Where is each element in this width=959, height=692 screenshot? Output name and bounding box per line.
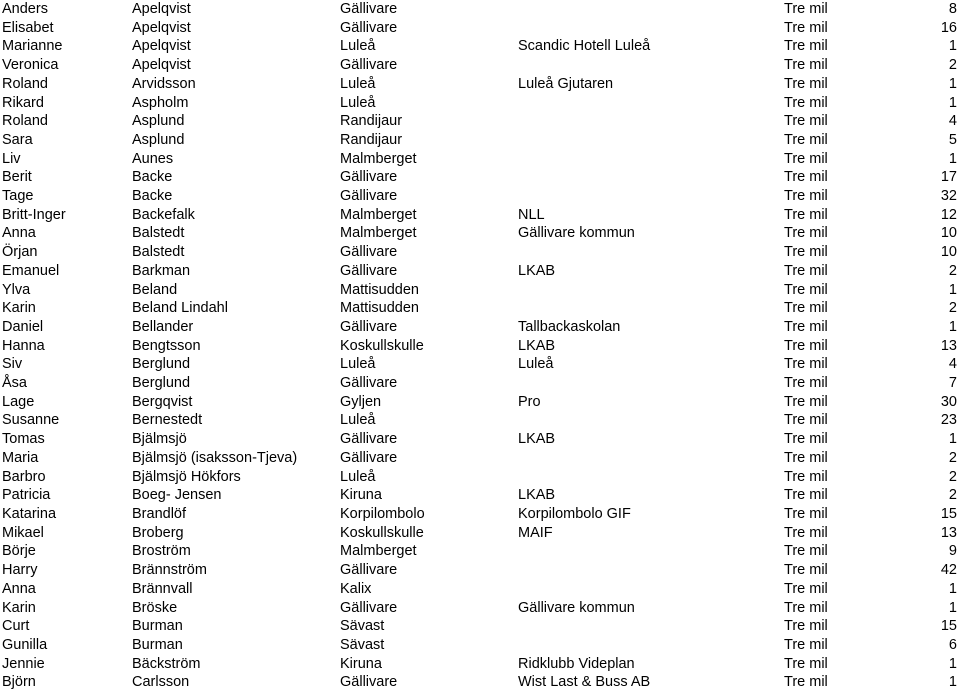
table-row — [0, 281, 959, 300]
last-name-cell: Broberg — [132, 524, 184, 541]
club-cell — [518, 281, 784, 300]
table-row — [0, 150, 959, 169]
town-cell: Gällivare — [340, 1, 398, 17]
race-cell: Tre mil — [784, 618, 828, 635]
table-row — [0, 168, 959, 187]
count-cell: 1 — [948, 431, 957, 448]
club-cell: Pro — [518, 393, 541, 410]
table-row — [0, 449, 959, 468]
count-cell: 30 — [940, 393, 957, 410]
last-name-cell: Bernestedt — [132, 412, 203, 429]
race-cell: Tre mil — [784, 543, 828, 560]
club-cell: Gällivare kommun — [518, 225, 635, 242]
club-cell: NLL — [518, 206, 545, 223]
first-name-cell: Emanuel — [2, 262, 60, 279]
table-row — [0, 655, 959, 674]
table-row — [0, 37, 959, 56]
first-name-cell: Harry — [2, 562, 38, 579]
last-name-cell: Bengtsson — [132, 337, 201, 354]
race-cell: Tre mil — [784, 94, 828, 111]
count-cell: 2 — [948, 57, 957, 74]
club-cell — [518, 374, 784, 393]
count-cell: 32 — [940, 188, 957, 205]
last-name-cell: Balstedt — [132, 225, 185, 242]
race-cell: Tre mil — [784, 468, 828, 485]
last-name-cell: Apelqvist — [132, 57, 191, 74]
table-row — [0, 673, 959, 692]
town-cell: Luleå — [340, 412, 376, 429]
first-name-cell: Veronica — [2, 57, 59, 74]
last-name-cell: Brandlöf — [132, 505, 187, 522]
last-name-cell: Bäckström — [132, 655, 201, 672]
town-cell: Randijaur — [340, 131, 403, 148]
count-cell: 10 — [940, 244, 957, 261]
town-cell: Kiruna — [340, 655, 382, 672]
club-cell — [518, 187, 784, 206]
town-cell: Kalix — [340, 580, 372, 597]
club-cell: MAIF — [518, 524, 553, 541]
last-name-cell: Apelqvist — [132, 38, 191, 55]
count-cell: 1 — [948, 318, 957, 335]
club-cell — [518, 94, 784, 113]
first-name-cell: Anders — [2, 1, 48, 17]
last-name-cell: Backe — [132, 188, 173, 205]
race-cell: Tre mil — [784, 188, 828, 205]
table-row — [0, 542, 959, 561]
club-cell: Tallbackaskolan — [518, 318, 621, 335]
town-cell: Mattisudden — [340, 281, 419, 298]
club-cell: LKAB — [518, 487, 556, 504]
count-cell: 2 — [948, 487, 957, 504]
town-cell: Gällivare — [340, 19, 398, 36]
first-name-cell: Barbro — [2, 468, 46, 485]
count-cell: 1 — [948, 75, 957, 92]
town-cell: Gällivare — [340, 244, 398, 261]
club-cell: LKAB — [518, 262, 556, 279]
race-cell: Tre mil — [784, 412, 828, 429]
last-name-cell: Bjälmsjö — [132, 431, 187, 448]
count-cell: 1 — [948, 599, 957, 616]
race-cell: Tre mil — [784, 318, 828, 335]
first-name-cell: Roland — [2, 113, 48, 130]
club-cell — [518, 411, 784, 430]
last-name-cell: Bjälmsjö (isaksson-Tjeva) — [132, 449, 298, 466]
last-name-cell: Bröske — [132, 599, 178, 616]
table-row — [0, 0, 959, 19]
first-name-cell: Susanne — [2, 412, 60, 429]
race-cell: Tre mil — [784, 244, 828, 261]
race-cell: Tre mil — [784, 19, 828, 36]
club-cell — [518, 617, 784, 636]
table-row — [0, 131, 959, 150]
last-name-cell: Backe — [132, 169, 173, 186]
town-cell: Malmberget — [340, 150, 417, 167]
count-cell: 4 — [948, 113, 957, 130]
count-cell: 9 — [948, 543, 957, 560]
town-cell: Sävast — [340, 618, 385, 635]
first-name-cell: Ylva — [2, 281, 31, 298]
club-cell: LKAB — [518, 431, 556, 448]
count-cell: 15 — [940, 618, 957, 635]
first-name-cell: Karin — [2, 300, 36, 317]
count-cell: 13 — [940, 337, 957, 354]
count-cell: 1 — [948, 150, 957, 167]
club-cell — [518, 542, 784, 561]
club-cell: Gällivare kommun — [518, 599, 635, 616]
last-name-cell: Brännvall — [132, 580, 193, 597]
race-cell: Tre mil — [784, 206, 828, 223]
club-cell — [518, 580, 784, 599]
first-name-cell: Liv — [2, 150, 21, 167]
table-row — [0, 187, 959, 206]
first-name-cell: Elisabet — [2, 19, 54, 36]
race-cell: Tre mil — [784, 300, 828, 317]
town-cell: Luleå — [340, 94, 376, 111]
table-row — [0, 580, 959, 599]
race-cell: Tre mil — [784, 225, 828, 242]
table-row — [0, 112, 959, 131]
club-cell — [518, 243, 784, 262]
club-cell — [518, 449, 784, 468]
race-cell: Tre mil — [784, 393, 828, 410]
last-name-cell: Aunes — [132, 150, 174, 167]
last-name-cell: Bergqvist — [132, 393, 193, 410]
last-name-cell: Boeg- Jensen — [132, 487, 222, 504]
town-cell: Gällivare — [340, 375, 398, 392]
first-name-cell: Jennie — [2, 655, 45, 672]
table-row — [0, 299, 959, 318]
club-cell — [518, 150, 784, 169]
first-name-cell: Tomas — [2, 431, 45, 448]
table-row — [0, 636, 959, 655]
race-cell: Tre mil — [784, 655, 828, 672]
table-row — [0, 599, 959, 618]
table-row — [0, 486, 959, 505]
race-cell: Tre mil — [784, 449, 828, 466]
count-cell: 1 — [948, 674, 957, 691]
table-row — [0, 524, 959, 543]
first-name-cell: Maria — [2, 449, 39, 466]
club-cell — [518, 468, 784, 487]
count-cell: 2 — [948, 300, 957, 317]
race-cell: Tre mil — [784, 1, 828, 17]
race-cell: Tre mil — [784, 281, 828, 298]
first-name-cell: Anna — [2, 580, 36, 597]
count-cell: 2 — [948, 262, 957, 279]
town-cell: Randijaur — [340, 113, 403, 130]
club-cell — [518, 56, 784, 75]
race-cell: Tre mil — [784, 562, 828, 579]
town-cell: Gyljen — [340, 393, 382, 410]
table-row — [0, 243, 959, 262]
last-name-cell: Beland Lindahl — [132, 300, 228, 317]
town-cell: Gällivare — [340, 562, 398, 579]
club-cell — [518, 19, 784, 38]
table-row — [0, 224, 959, 243]
last-name-cell: Arvidsson — [132, 75, 196, 92]
count-cell: 12 — [940, 206, 957, 223]
town-cell: Gällivare — [340, 318, 398, 335]
town-cell: Gällivare — [340, 431, 398, 448]
table-row — [0, 19, 959, 38]
count-cell: 15 — [940, 505, 957, 522]
count-cell: 23 — [940, 412, 957, 429]
last-name-cell: Berglund — [132, 375, 191, 392]
table-row — [0, 94, 959, 113]
first-name-cell: Tage — [2, 188, 34, 205]
town-cell: Luleå — [340, 38, 376, 55]
town-cell: Gällivare — [340, 262, 398, 279]
first-name-cell: Anna — [2, 225, 36, 242]
race-cell: Tre mil — [784, 505, 828, 522]
town-cell: Luleå — [340, 468, 376, 485]
club-cell: Luleå Gjutaren — [518, 75, 614, 92]
race-cell: Tre mil — [784, 75, 828, 92]
town-cell: Gällivare — [340, 674, 398, 691]
town-cell: Koskullskulle — [340, 337, 424, 354]
town-cell: Mattisudden — [340, 300, 419, 317]
club-cell — [518, 131, 784, 150]
count-cell: 8 — [948, 1, 957, 17]
race-cell: Tre mil — [784, 169, 828, 186]
race-cell: Tre mil — [784, 131, 828, 148]
last-name-cell: Beland — [132, 281, 178, 298]
town-cell: Gällivare — [340, 57, 398, 74]
club-cell — [518, 168, 784, 187]
race-cell: Tre mil — [784, 674, 828, 691]
count-cell: 5 — [948, 131, 957, 148]
table-row — [0, 393, 959, 412]
table-row — [0, 56, 959, 75]
count-cell: 1 — [948, 94, 957, 111]
last-name-cell: Burman — [132, 636, 183, 653]
club-cell — [518, 0, 784, 19]
last-name-cell: Burman — [132, 618, 183, 635]
table-row — [0, 411, 959, 430]
table-row — [0, 374, 959, 393]
count-cell: 4 — [948, 356, 957, 373]
count-cell: 2 — [948, 468, 957, 485]
race-cell: Tre mil — [784, 150, 828, 167]
town-cell: Luleå — [340, 356, 376, 373]
count-cell: 2 — [948, 449, 957, 466]
table-row — [0, 617, 959, 636]
last-name-cell: Brännström — [132, 562, 207, 579]
table-row — [0, 262, 959, 281]
first-name-cell: Rikard — [2, 94, 44, 111]
last-name-cell: Apelqvist — [132, 19, 191, 36]
club-cell: Ridklubb Videplan — [518, 655, 635, 672]
table-row — [0, 430, 959, 449]
count-cell: 16 — [940, 19, 957, 36]
count-cell: 1 — [948, 655, 957, 672]
count-cell: 1 — [948, 38, 957, 55]
first-name-cell: Berit — [2, 169, 32, 186]
count-cell: 1 — [948, 580, 957, 597]
count-cell: 6 — [948, 636, 957, 653]
town-cell: Malmberget — [340, 543, 417, 560]
race-cell: Tre mil — [784, 57, 828, 74]
count-cell: 1 — [948, 281, 957, 298]
count-cell: 10 — [940, 225, 957, 242]
first-name-cell: Curt — [2, 618, 30, 635]
table-row — [0, 505, 959, 524]
first-name-cell: Roland — [2, 75, 48, 92]
first-name-cell: Örjan — [2, 244, 38, 261]
club-cell — [518, 299, 784, 318]
table-row — [0, 337, 959, 356]
last-name-cell: Broström — [132, 543, 191, 560]
town-cell: Sävast — [340, 636, 385, 653]
count-cell: 13 — [940, 524, 957, 541]
first-name-cell: Börje — [2, 543, 36, 560]
race-cell: Tre mil — [784, 599, 828, 616]
club-cell — [518, 636, 784, 655]
town-cell: Malmberget — [340, 225, 417, 242]
race-cell: Tre mil — [784, 337, 828, 354]
first-name-cell: Sara — [2, 131, 33, 148]
town-cell: Koskullskulle — [340, 524, 424, 541]
town-cell: Kiruna — [340, 487, 382, 504]
first-name-cell: Siv — [2, 356, 23, 373]
first-name-cell: Britt-Inger — [2, 206, 66, 223]
town-cell: Malmberget — [340, 206, 417, 223]
first-name-cell: Åsa — [2, 375, 27, 392]
table-row — [0, 206, 959, 225]
club-cell — [518, 561, 784, 580]
first-name-cell: Patricia — [2, 487, 51, 504]
race-cell: Tre mil — [784, 524, 828, 541]
town-cell: Gällivare — [340, 188, 398, 205]
last-name-cell: Apelqvist — [132, 1, 191, 17]
race-cell: Tre mil — [784, 262, 828, 279]
first-name-cell: Karin — [2, 599, 36, 616]
race-cell: Tre mil — [784, 580, 828, 597]
table-row — [0, 75, 959, 94]
race-cell: Tre mil — [784, 38, 828, 55]
club-cell: Scandic Hotell Luleå — [518, 38, 651, 55]
table-row — [0, 318, 959, 337]
first-name-cell: Hanna — [2, 337, 45, 354]
table-row — [0, 561, 959, 580]
last-name-cell: Balstedt — [132, 244, 185, 261]
last-name-cell: Bjälmsjö Hökfors — [132, 468, 241, 485]
race-cell: Tre mil — [784, 356, 828, 373]
first-name-cell: Björn — [2, 674, 36, 691]
count-cell: 7 — [948, 375, 957, 392]
first-name-cell: Katarina — [2, 505, 57, 522]
count-cell: 42 — [940, 562, 957, 579]
race-cell: Tre mil — [784, 636, 828, 653]
first-name-cell: Gunilla — [2, 636, 48, 653]
last-name-cell: Bellander — [132, 318, 194, 335]
club-cell: Korpilombolo GIF — [518, 505, 631, 522]
club-cell: Wist Last & Buss AB — [518, 674, 651, 691]
count-cell: 17 — [940, 169, 957, 186]
last-name-cell: Backefalk — [132, 206, 195, 223]
club-cell: Luleå — [518, 356, 554, 373]
table-row — [0, 355, 959, 374]
club-cell — [518, 112, 784, 131]
race-cell: Tre mil — [784, 431, 828, 448]
race-cell: Tre mil — [784, 113, 828, 130]
last-name-cell: Carlsson — [132, 674, 190, 691]
first-name-cell: Marianne — [2, 38, 63, 55]
town-cell: Gällivare — [340, 599, 398, 616]
town-cell: Korpilombolo — [340, 505, 425, 522]
club-cell: LKAB — [518, 337, 556, 354]
town-cell: Gällivare — [340, 169, 398, 186]
last-name-cell: Aspholm — [132, 94, 189, 111]
last-name-cell: Barkman — [132, 262, 191, 279]
last-name-cell: Berglund — [132, 356, 191, 373]
race-cell: Tre mil — [784, 487, 828, 504]
first-name-cell: Daniel — [2, 318, 44, 335]
first-name-cell: Mikael — [2, 524, 44, 541]
table-row — [0, 468, 959, 487]
first-name-cell: Lage — [2, 393, 35, 410]
race-cell: Tre mil — [784, 375, 828, 392]
last-name-cell: Asplund — [132, 113, 185, 130]
town-cell: Gällivare — [340, 449, 398, 466]
town-cell: Luleå — [340, 75, 376, 92]
last-name-cell: Asplund — [132, 131, 185, 148]
